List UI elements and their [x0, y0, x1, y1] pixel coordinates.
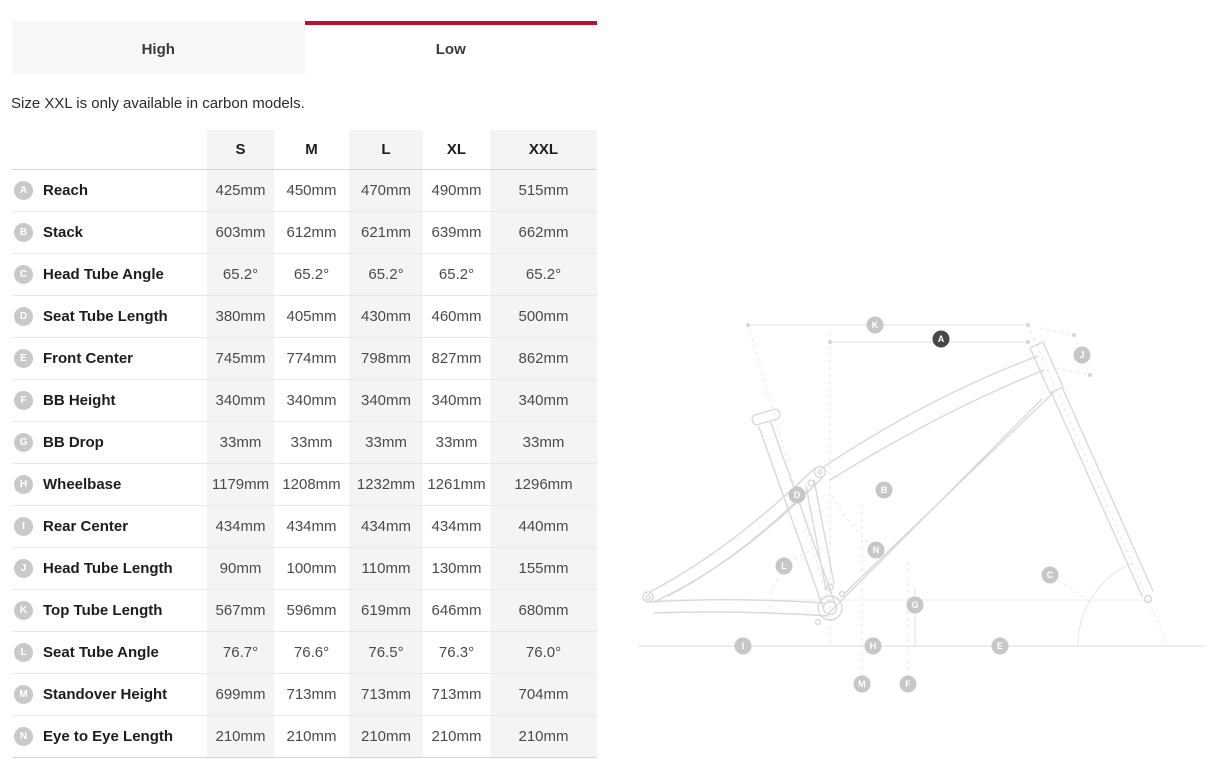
- row-letter-badge: I: [14, 517, 33, 536]
- geometry-row-label-cell: [12, 464, 207, 505]
- geometry-value: 713mm: [431, 686, 482, 703]
- diagram-marker-a: [933, 331, 950, 348]
- geometry-value: 862mm: [490, 338, 597, 379]
- tab-low[interactable]: [305, 21, 598, 74]
- geometry-row-label-cell: [12, 212, 207, 253]
- geometry-value: 430mm: [349, 296, 423, 337]
- geometry-value: 827mm: [431, 350, 482, 367]
- size-column-header: XL: [446, 141, 467, 158]
- xxl-availability-note: Size XXL is only available in carbon models.: [11, 95, 305, 112]
- geometry-value: 405mm: [286, 308, 337, 325]
- geometry-value: 33mm: [349, 422, 423, 463]
- geometry-value: 713mm: [349, 674, 423, 715]
- svg-text:L: L: [781, 561, 787, 572]
- row-label: Eye to Eye Length: [43, 728, 174, 745]
- svg-text:B: B: [880, 485, 888, 496]
- geometry-value: 210mm: [490, 716, 597, 757]
- geometry-value: 33mm: [290, 434, 333, 451]
- svg-text:C: C: [1046, 570, 1054, 581]
- geometry-row-standover-height: [12, 674, 597, 716]
- geometry-value: 1208mm: [282, 476, 341, 493]
- geometry-value: 130mm: [431, 560, 482, 577]
- row-label: Front Center: [43, 350, 133, 367]
- geometry-value: 65.2°: [349, 254, 423, 295]
- geometry-table: [12, 130, 597, 758]
- geometry-row-label-cell: [12, 716, 207, 757]
- geometry-value: 1179mm: [207, 464, 274, 505]
- geometry-value: 155mm: [490, 548, 597, 589]
- geometry-value: 704mm: [490, 674, 597, 715]
- geometry-value: 76.5°: [349, 632, 423, 673]
- geometry-row-seat-tube-length: [12, 296, 597, 338]
- bike-frame-sketch: [643, 342, 1153, 625]
- row-label: Rear Center: [43, 518, 129, 535]
- svg-text:D: D: [793, 490, 801, 501]
- row-letter-badge: K: [14, 601, 33, 620]
- size-column-header: XXL: [490, 130, 597, 169]
- row-label: Wheelbase: [43, 476, 122, 493]
- geometry-value: 639mm: [431, 224, 482, 241]
- geometry-value: 596mm: [286, 602, 337, 619]
- row-letter-badge: N: [14, 727, 33, 746]
- svg-text:N: N: [872, 545, 880, 556]
- dimension-end-dots: [746, 323, 1092, 377]
- geometry-row-head-tube-length: [12, 548, 597, 590]
- geometry-row-label-cell: [12, 422, 207, 463]
- geometry-row-top-tube-length: [12, 590, 597, 632]
- diagram-marker-i: [735, 638, 752, 655]
- geometry-value: 90mm: [207, 548, 274, 589]
- row-label: Head Tube Length: [43, 560, 173, 577]
- geometry-value: 65.2°: [293, 266, 330, 283]
- diagram-marker-g: [907, 597, 924, 614]
- svg-text:E: E: [996, 641, 1004, 652]
- tab-high-label: High: [141, 41, 175, 58]
- row-label: Top Tube Length: [43, 602, 163, 619]
- row-label: BB Drop: [43, 434, 104, 451]
- geometry-value: 515mm: [490, 170, 597, 211]
- geometry-diagram-panel: [630, 300, 1211, 720]
- geometry-row-front-center: [12, 338, 597, 380]
- diagram-marker-e: [992, 638, 1009, 655]
- row-letter-badge: C: [14, 265, 33, 284]
- diagram-marker-j: [1074, 347, 1091, 364]
- diagram-marker-b: [876, 482, 893, 499]
- geometry-value: 490mm: [431, 182, 482, 199]
- row-letter-badge: L: [14, 643, 33, 662]
- geometry-row-label-cell: [12, 506, 207, 547]
- geometry-value: 65.2°: [490, 254, 597, 295]
- dimension-lines: [638, 323, 1205, 692]
- geometry-value: 76.3°: [438, 644, 475, 661]
- svg-text:J: J: [1079, 350, 1085, 361]
- diagram-marker-c: [1042, 567, 1059, 584]
- row-label: BB Height: [43, 392, 116, 409]
- svg-text:M: M: [858, 679, 866, 690]
- geometry-row-rear-center: [12, 506, 597, 548]
- row-letter-badge: D: [14, 307, 33, 326]
- row-letter-badge: M: [14, 685, 33, 704]
- geometry-value: 699mm: [207, 674, 274, 715]
- geometry-value: 33mm: [207, 422, 274, 463]
- geometry-row-stack: [12, 212, 597, 254]
- geometry-value: 603mm: [207, 212, 274, 253]
- geometry-value: 340mm: [490, 380, 597, 421]
- geometry-value: 65.2°: [438, 266, 475, 283]
- geometry-value: 434mm: [349, 506, 423, 547]
- geometry-value: 621mm: [349, 212, 423, 253]
- geometry-row-reach: [12, 170, 597, 212]
- geometry-row-seat-tube-angle: [12, 632, 597, 674]
- geometry-value: 340mm: [431, 392, 482, 409]
- geometry-row-label-cell: [12, 632, 207, 673]
- diagram-marker-m: [854, 676, 871, 693]
- size-column-header: L: [349, 130, 423, 169]
- geometry-row-label-cell: [12, 548, 207, 589]
- geometry-row-label-cell: [12, 170, 207, 211]
- geometry-row-label-cell: [12, 674, 207, 715]
- geometry-value: 646mm: [431, 602, 482, 619]
- geometry-value: 340mm: [207, 380, 274, 421]
- row-label: Standover Height: [43, 686, 168, 703]
- tab-low-label: Low: [435, 41, 466, 58]
- geometry-value: 210mm: [349, 716, 423, 757]
- row-label: Head Tube Angle: [43, 266, 164, 283]
- diagram-marker-h: [865, 638, 882, 655]
- geometry-value: 1261mm: [427, 476, 486, 493]
- svg-text:K: K: [871, 320, 879, 331]
- geometry-value: 798mm: [349, 338, 423, 379]
- geometry-table-header: [12, 130, 597, 170]
- geometry-value: 612mm: [286, 224, 337, 241]
- geometry-row-label-cell: [12, 338, 207, 379]
- geometry-value: 434mm: [286, 518, 337, 535]
- geometry-value: 1232mm: [349, 464, 423, 505]
- geometry-value: 210mm: [431, 728, 482, 745]
- row-letter-badge: F: [14, 391, 33, 410]
- geometry-row-eye-to-eye-length: [12, 716, 597, 758]
- diagram-marker-n: [868, 542, 885, 559]
- geometry-value: 774mm: [286, 350, 337, 367]
- row-label: Seat Tube Length: [43, 308, 168, 325]
- geometry-value: 210mm: [286, 728, 337, 745]
- geometry-value: 76.0°: [490, 632, 597, 673]
- diagram-marker-f: [900, 676, 917, 693]
- size-column-header: M: [305, 141, 318, 158]
- size-column-header: S: [207, 130, 274, 169]
- geometry-value: 340mm: [349, 380, 423, 421]
- row-label: Stack: [43, 224, 84, 241]
- geometry-value: 450mm: [286, 182, 337, 199]
- geometry-value: 33mm: [435, 434, 478, 451]
- geometry-value: 1296mm: [490, 464, 597, 505]
- geometry-row-label-cell: [12, 296, 207, 337]
- geometry-value: 440mm: [490, 506, 597, 547]
- row-letter-badge: E: [14, 349, 33, 368]
- geometry-row-head-tube-angle: [12, 254, 597, 296]
- diagram-marker-d: [789, 487, 806, 504]
- diagram-marker-k: [867, 317, 884, 334]
- geometry-row-label-cell: [12, 380, 207, 421]
- geometry-value: 33mm: [490, 422, 597, 463]
- geometry-value: 567mm: [207, 590, 274, 631]
- geometry-value: 500mm: [490, 296, 597, 337]
- row-letter-badge: J: [14, 559, 33, 578]
- geometry-diagram: [630, 300, 1211, 720]
- geometry-row-bb-height: [12, 380, 597, 422]
- diagram-marker-l: [776, 558, 793, 575]
- geometry-value: 434mm: [207, 506, 274, 547]
- geometry-row-bb-drop: [12, 422, 597, 464]
- geometry-value: 619mm: [349, 590, 423, 631]
- geometry-value: 434mm: [431, 518, 482, 535]
- geometry-value: 460mm: [431, 308, 482, 325]
- svg-text:I: I: [741, 641, 745, 652]
- geometry-value: 100mm: [286, 560, 337, 577]
- header-corner-cell: [12, 130, 207, 169]
- geometry-value: 65.2°: [207, 254, 274, 295]
- geometry-row-label-cell: [12, 590, 207, 631]
- geometry-value: 713mm: [286, 686, 337, 703]
- geometry-value: 745mm: [207, 338, 274, 379]
- row-label: Reach: [43, 182, 89, 199]
- geometry-value: 680mm: [490, 590, 597, 631]
- row-letter-badge: G: [14, 433, 33, 452]
- svg-text:H: H: [869, 641, 877, 652]
- row-letter-badge: H: [14, 475, 33, 494]
- geometry-value: 425mm: [207, 170, 274, 211]
- geometry-value: 380mm: [207, 296, 274, 337]
- row-letter-badge: A: [14, 181, 33, 200]
- geometry-value: 110mm: [349, 548, 423, 589]
- svg-text:F: F: [905, 679, 911, 690]
- geometry-value: 470mm: [349, 170, 423, 211]
- svg-text:A: A: [937, 334, 945, 345]
- row-label: Seat Tube Angle: [43, 644, 159, 661]
- geometry-value: 340mm: [286, 392, 337, 409]
- geometry-value: 76.7°: [207, 632, 274, 673]
- geometry-value: 662mm: [490, 212, 597, 253]
- geometry-row-label-cell: [12, 254, 207, 295]
- svg-text:G: G: [911, 600, 919, 611]
- row-letter-badge: B: [14, 223, 33, 242]
- geometry-value: 210mm: [207, 716, 274, 757]
- geometry-mode-tabs: [12, 21, 597, 74]
- geometry-value: 76.6°: [293, 644, 330, 661]
- geometry-row-wheelbase: [12, 464, 597, 506]
- tab-high[interactable]: [12, 21, 305, 74]
